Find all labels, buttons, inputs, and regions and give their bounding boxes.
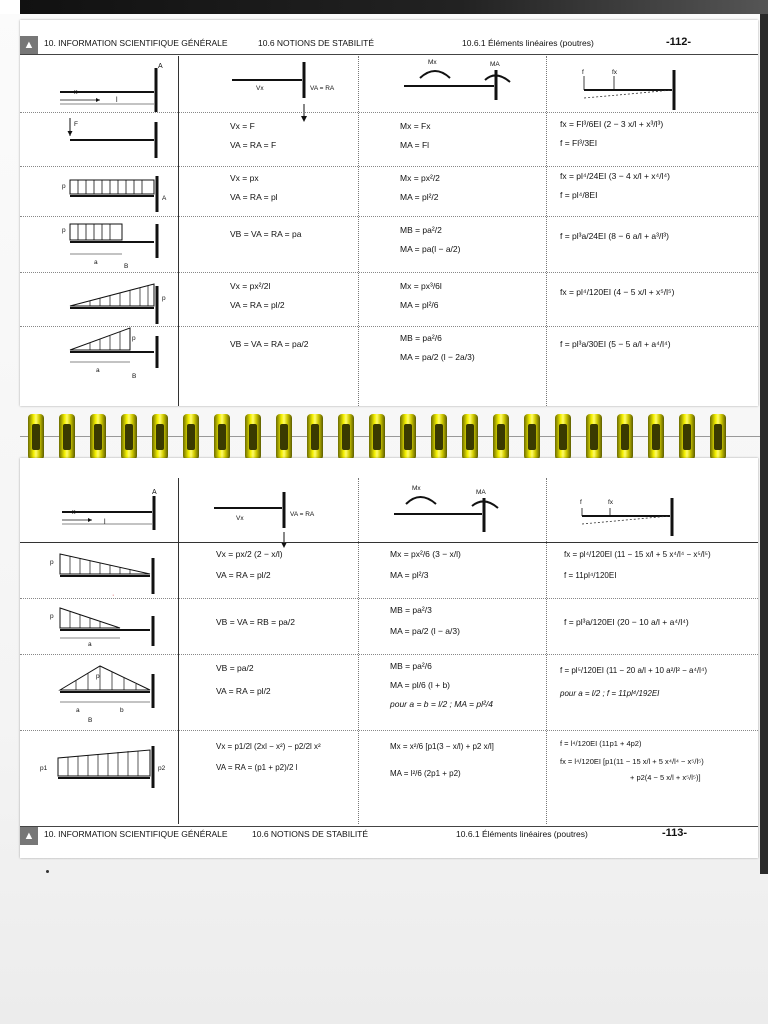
diagram-label: B (88, 717, 93, 724)
spiral-ring-icon (710, 414, 726, 460)
diagram-label: p (50, 613, 54, 620)
spiral-ring-icon (648, 414, 664, 460)
spiral-ring-icon (462, 414, 478, 460)
formula: MA = pa(l − a/2) (400, 244, 461, 254)
publisher-logo-icon: ▲ (20, 827, 38, 845)
shear-formulas (216, 548, 283, 582)
table-row (20, 112, 758, 113)
page-112 (20, 20, 758, 406)
header-chapter: 10. INFORMATION SCIENTIFIQUE GÉNÉRALE (44, 38, 228, 48)
diagram-label: F (74, 121, 78, 128)
formula: VA = RA = F (230, 140, 277, 150)
formula: Mx = Fx (400, 121, 431, 131)
deflection-formulas (560, 230, 669, 243)
scan-border-top (0, 0, 768, 14)
page-113 (20, 458, 758, 858)
formula: VA = RA = pl/2 (230, 300, 285, 310)
shear-formulas (216, 662, 271, 698)
spiral-ring-icon (121, 414, 137, 460)
label-l: l (104, 519, 106, 526)
label-f: f (580, 499, 582, 506)
diagram-label: A (162, 195, 167, 202)
label-fx: fx (608, 499, 614, 506)
formula: + p2(4 − 5 x/l + x⁵/l⁵)] (630, 773, 701, 782)
formula: MB = pa²/6 (390, 661, 432, 671)
formula: VA = RA = pl/2 (216, 686, 271, 696)
formula: VB = VA = RA = pa/2 (230, 339, 309, 349)
diagram-label: p2 (158, 765, 166, 772)
formula: fx = pl⁴/120EI (4 − 5 x/l + x⁵/l⁵) (560, 287, 675, 297)
table-row (20, 730, 758, 731)
formula: MA = pl²/6 (400, 300, 439, 310)
formula: Mx = x²/6 [p1(3 − x/l) + p2 x/l] (390, 742, 494, 751)
diagram-label: a (76, 707, 80, 714)
deflection-formulas (560, 118, 663, 150)
spiral-ring-icon (555, 414, 571, 460)
moment-formulas (390, 604, 460, 638)
formula: f = pl⁵/120EI (11 − 20 a/l + 10 a²/l² − a⁴/l⁴) (560, 666, 708, 675)
formula: MA = pa/2 (l − a/3) (390, 626, 460, 636)
diagram-label: p (96, 673, 100, 680)
page-footer (20, 826, 758, 845)
formula: pour a = l/2 ; f = 11pl⁴/192EI (560, 689, 660, 698)
diagram-label: p (62, 227, 66, 234)
label-support-a: A (158, 63, 163, 70)
label-support-a: A (152, 489, 157, 496)
deflection-formulas (560, 664, 707, 700)
moment-formulas (400, 280, 442, 312)
scan-border-right (760, 14, 768, 874)
formula: f = pl³a/30EI (5 − 5 a/l + a⁴/l⁴) (560, 339, 671, 349)
moment-formulas (400, 172, 440, 204)
deflection-formulas (560, 738, 704, 784)
label-x: x (72, 509, 76, 516)
formula: Vx = px/2 (2 − x/l) (216, 549, 283, 559)
formula: Mx = px²/2 (400, 173, 440, 183)
formula: Vx = px²/2l (230, 281, 271, 291)
table-row (20, 216, 758, 217)
deflection-formulas (564, 548, 711, 582)
table-row (20, 542, 758, 543)
formula: fx = l⁴/120EI [p1(11 − 15 x/l + 5 x⁴/l⁴ − x⁵/l⁵) (560, 757, 704, 766)
table-row (20, 166, 758, 167)
diagram-label: p (50, 559, 54, 566)
formula: MB = pa²/6 (400, 333, 442, 343)
publisher-logo-icon: ▲ (20, 36, 38, 54)
spiral-binding (28, 414, 748, 460)
footer-page-number: -113- (662, 827, 688, 839)
formula: VB = pa/2 (216, 663, 254, 673)
formula: Mx = px²/6 (3 − x/l) (390, 549, 461, 559)
shear-formulas (230, 172, 278, 204)
formula: f = pl⁴/8EI (560, 190, 598, 200)
formula: MA = pl²/2 (400, 192, 439, 202)
deflection-formulas (564, 616, 689, 629)
formula: MB = pa²/2 (400, 225, 442, 235)
label-f: f (582, 69, 584, 76)
table-row (20, 326, 758, 327)
formula: fx = Fl³/6EI (2 − 3 x/l + x³/l³) (560, 119, 664, 129)
label-va-ra: VA = RA (310, 85, 335, 92)
diagram-label: b (120, 707, 124, 714)
footer-section: 10.6 NOTIONS DE STABILITÉ (252, 829, 369, 839)
formula: Vx = p1/2l (2xl − x²) − p2/2l x² (216, 742, 321, 751)
spiral-ring-icon (617, 414, 633, 460)
formula: VB = VA = RA = pa (230, 229, 302, 239)
diagram-label: a (96, 367, 100, 374)
label-fx: fx (612, 69, 618, 76)
formula: VB = VA = RB = pa/2 (216, 617, 295, 627)
spiral-ring-icon (338, 414, 354, 460)
shear-formulas (216, 616, 295, 629)
formula: VA = RA = (p1 + p2)/2 l (216, 763, 298, 772)
spiral-ring-icon (276, 414, 292, 460)
diagram-label: p (62, 183, 66, 190)
header-diagrams (20, 458, 758, 858)
formula: VA = RA = pl (230, 192, 278, 202)
label-x: x (74, 89, 78, 96)
label-ma: MA (476, 489, 486, 496)
formula: MA = pl/6 (l + b) (390, 680, 450, 690)
formula: MB = pa²/3 (390, 605, 432, 615)
shear-formulas (230, 338, 309, 351)
header-subsection: 10.6.1 Éléments linéaires (poutres) (462, 38, 594, 48)
moment-formulas (390, 660, 493, 711)
label-vx: Vx (256, 85, 264, 92)
formula: VA = RA = pl/2 (216, 570, 271, 580)
label-l: l (116, 97, 118, 104)
shear-formulas (230, 280, 285, 312)
spiral-ring-icon (28, 414, 44, 460)
spiral-ring-icon (214, 414, 230, 460)
header-section: 10.6 NOTIONS DE STABILITÉ (258, 38, 375, 48)
shear-formulas (230, 120, 276, 152)
formula: Vx = px (230, 173, 259, 183)
formula: f = Fl³/3EI (560, 138, 598, 148)
spiral-ring-icon (679, 414, 695, 460)
moment-formulas (390, 548, 461, 582)
spiral-ring-icon (245, 414, 261, 460)
deflection-formulas (560, 338, 671, 351)
diagram-label: B (132, 373, 137, 380)
spiral-ring-icon (493, 414, 509, 460)
label-ma: MA (490, 61, 500, 68)
spiral-ring-icon (152, 414, 168, 460)
moment-formulas (400, 224, 460, 256)
formula: f = pl³a/24EI (8 − 6 a/l + a³/l³) (560, 231, 669, 241)
deflection-formulas (560, 170, 670, 202)
table-row (20, 272, 758, 273)
formula: pour a = b = l/2 ; MA = pl²/4 (390, 699, 493, 709)
deflection-formulas (560, 286, 674, 299)
pencil-mark: · (112, 592, 115, 599)
formula: f = 11pl⁴/120EI (564, 571, 617, 580)
label-mx: Mx (412, 485, 421, 492)
spiral-ring-icon (431, 414, 447, 460)
spiral-ring-icon (183, 414, 199, 460)
shear-formulas (230, 228, 301, 241)
diagram-label: B (124, 263, 129, 270)
diagram-label: a (94, 259, 98, 266)
formula: MA = l²/6 (2p1 + p2) (390, 769, 461, 778)
formula: fx = pl⁴/24EI (3 − 4 x/l + x⁴/l⁴) (560, 171, 670, 181)
label-va-ra: VA = RA (290, 511, 315, 518)
formula: f = pl³a/120EI (20 − 10 a/l + a⁴/l⁴) (564, 617, 689, 627)
formula: Mx = px³/6l (400, 281, 442, 291)
diagram-label: p1 (40, 765, 48, 772)
footer-subsection: 10.6.1 Éléments linéaires (poutres) (456, 829, 588, 839)
table-row (20, 598, 758, 599)
formula: fx = pl⁴/120EI (11 − 15 x/l + 5 x⁴/l⁴ − x⁵/l⁵) (564, 550, 711, 559)
moment-formulas (400, 332, 475, 364)
spiral-ring-icon (307, 414, 323, 460)
formula: MA = pa/2 (l − 2a/3) (400, 352, 475, 362)
moment-formulas (390, 740, 494, 780)
footer-chapter: 10. INFORMATION SCIENTIFIQUE GÉNÉRALE (44, 829, 228, 839)
moment-formulas (400, 120, 430, 152)
diagram-label: a (88, 641, 92, 648)
table-row (20, 654, 758, 655)
formula: MA = pl²/3 (390, 570, 429, 580)
label-mx: Mx (428, 59, 437, 66)
spiral-ring-icon (59, 414, 75, 460)
scan-speck (46, 870, 49, 873)
spiral-ring-icon (90, 414, 106, 460)
formula: Vx = F (230, 121, 255, 131)
spiral-ring-icon (400, 414, 416, 460)
formula: MA = Fl (400, 140, 430, 150)
label-vx: Vx (236, 515, 244, 522)
shear-formulas (216, 740, 321, 774)
diagram-label: p (132, 335, 136, 342)
spiral-ring-icon (524, 414, 540, 460)
header-page-number: -112- (666, 36, 692, 48)
formula: f = l⁴/120EI (11p1 + 4p2) (560, 739, 642, 748)
spiral-ring-icon (369, 414, 385, 460)
spiral-ring-icon (586, 414, 602, 460)
diagram-label: p (162, 295, 166, 302)
